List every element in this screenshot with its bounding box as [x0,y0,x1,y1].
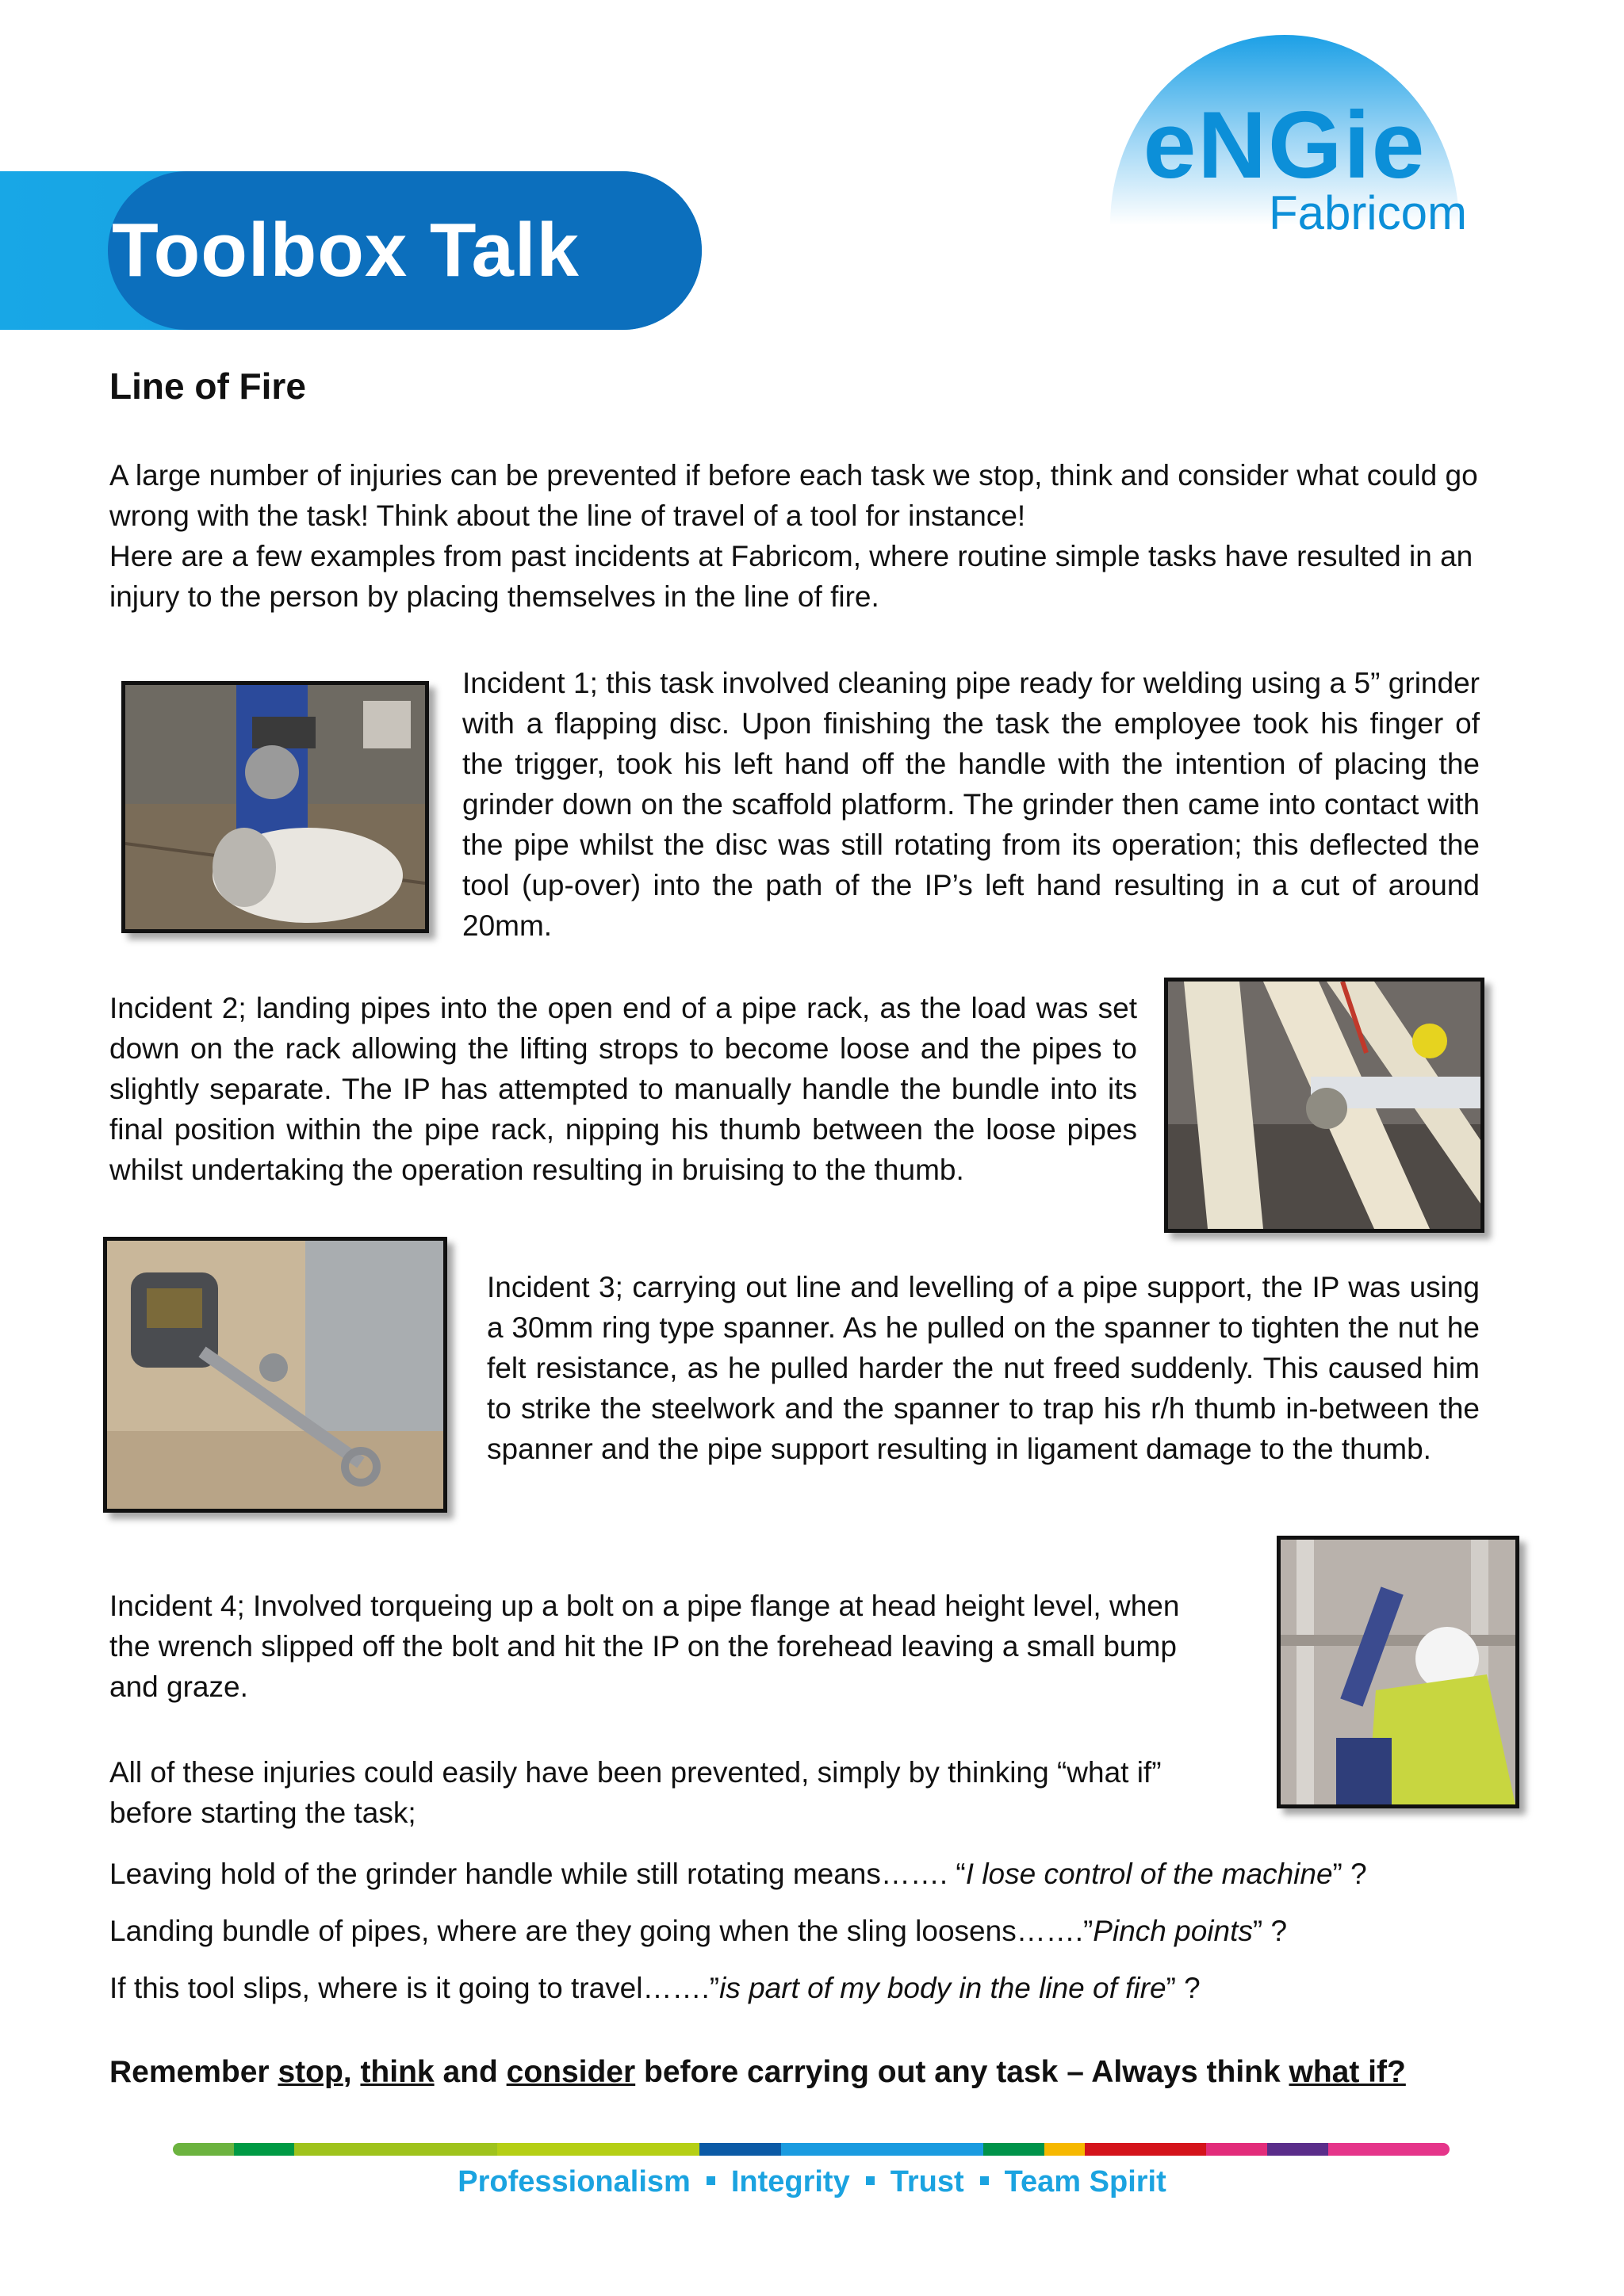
guidance-line-3 [109,1968,1201,2008]
guidance-line-1-end: ” ? [1332,1858,1367,1890]
color-bar-segment [1267,2143,1328,2156]
color-bar-segment [294,2143,497,2156]
guidance-line-2-italic: Pinch points [1093,1915,1253,1947]
logo-word: eNGie [1143,92,1427,198]
value-professionalism: Professionalism [458,2165,691,2198]
grinder-photo [121,681,429,933]
color-bar-segment [173,2143,234,2156]
guidance-line-2-text: Landing bundle of pipes, where are they going when the sling loosens…….” [109,1915,1094,1947]
color-bar-segment [1328,2143,1450,2156]
value-trust: Trust [890,2165,964,2198]
guidance-line-3-end: ” ? [1166,1972,1201,2004]
value-integrity: Integrity [730,2165,850,2198]
color-bar-segment [497,2143,700,2156]
engie-logo [1094,35,1475,241]
spanner-photo [103,1237,447,1513]
color-bar-segment [983,2143,1044,2156]
intro-paragraph [109,455,1481,617]
intro-text-2: Here are a few examples from past incidents at Fabricom, where routine simple tasks have resulted in an injury to the person by placing themselves in the line of fire. [109,540,1473,613]
color-bar-segment [234,2143,295,2156]
pipe-rack-photo [1164,978,1484,1233]
remember-stop: stop [278,2055,343,2089]
remember-word-4: before carrying out any task – Always think [635,2055,1289,2089]
incident-3-text: Incident 3; carrying out line and levelling of a pipe support, the IP was using a 30mm ring type spanner. As he pulled on the spanner to tighten the nut he felt resistance, as he pulled harder the nut freed suddenly. This caused him to strike the steelwork and the spanner to trap his r/h thumb in-between the spanner and the pipe support resulting in ligament damage to the thumb. [487,1271,1480,1465]
color-bar-segment [1085,2143,1206,2156]
logo-sub: Fabricom [1268,186,1467,239]
banner-title: Toolbox Talk [112,208,580,293]
guidance-line-3-italic: is part of my body in the line of fire [719,1972,1166,2004]
remember-consider: consider [506,2055,636,2089]
incident-1-text: Incident 1; this task involved cleaning pipe ready for welding using a 5” grinder with a flapping disc. Upon finishing the task the employee took his finger of the trigger, took his left hand off the handle with the intention of placing the grinder down on the scaffold platform. The grinder then came into contact with the pipe whilst the disc was still rotating from its operation; this deflected the tool (up-over) into the path of the IP’s left hand resulting in a cut of around 20mm. [462,667,1480,942]
guidance-line-1-text: Leaving hold of the grinder handle while still rotating means……. “ [109,1858,966,1890]
guidance-line-1-italic: I lose control of the machine [965,1858,1333,1890]
color-bar-segment [1044,2143,1085,2156]
value-separator-icon [866,2176,875,2185]
value-separator-icon [980,2176,989,2185]
footer-values [0,2165,1624,2199]
footer-color-bar [173,2143,1450,2156]
intro-text-1: A large number of injuries can be prevented if before each task we stop, think and consider what could go wrong with the task! Think about the line of travel of a tool for instance! [109,459,1478,532]
flange-worker-photo [1277,1536,1519,1808]
value-team-spirit: Team Spirit [1004,2165,1166,2198]
guidance-line-2-end: ” ? [1252,1915,1288,1947]
remember-statement [109,2055,1406,2090]
incident-4-text: Incident 4; Involved torqueing up a bolt on a pipe flange at head height level, when the wrench slipped off the bolt and hit the IP on the forehead leaving a small bump and graze. [109,1590,1180,1703]
color-bar-segment [1206,2143,1267,2156]
color-bar-segment [781,2143,984,2156]
summary-text: All of these injuries could easily have been prevented, simply by thinking “what if” before starting the task; [109,1756,1162,1829]
value-separator-icon [707,2176,715,2185]
guidance-line-1 [109,1854,1367,1894]
color-bar-segment [699,2143,780,2156]
remember-word-1: Remember [109,2055,278,2089]
guidance-line-2 [109,1911,1287,1951]
remember-what-if: what if? [1289,2055,1406,2089]
guidance-line-3-text: If this tool slips, where is it going to travel…….” [109,1972,720,2004]
remember-word-2: , [343,2055,361,2089]
remember-think: think [360,2055,435,2089]
incident-2-text: Incident 2; landing pipes into the open end of a pipe rack, as the load was set down on the rack allowing the lifting strops to become loose and the pipes to slightly separate. The IP has attempted to manually handle the bundle into its final position within the pipe rack, nipping his thumb between the loose pipes whilst undertaking the operation resulting in bruising to the thumb. [109,992,1137,1186]
document-title: Line of Fire [109,365,306,407]
remember-word-3: and [434,2055,507,2089]
